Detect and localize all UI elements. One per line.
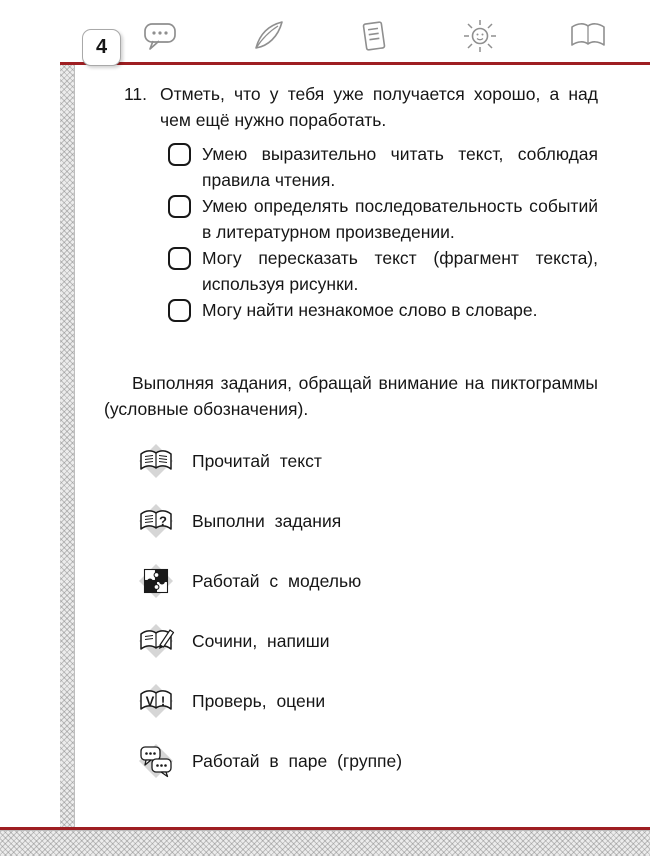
task-text: Отметь, что у тебя уже получается хорошо, а над чем ещё нужно поработать. [160, 84, 598, 130]
legend-row [133, 438, 402, 484]
legend-label: Сочини, напиши [192, 630, 330, 651]
notebook-icon [357, 19, 391, 53]
legend-label: Проверь, оцени [192, 690, 326, 711]
bottom-red-rule [0, 827, 650, 830]
svg-text:!: ! [160, 693, 166, 709]
left-edge-band [60, 65, 75, 827]
checkbox-item [168, 141, 598, 193]
legend-row [133, 738, 402, 784]
checkbox[interactable] [168, 299, 191, 322]
checkbox[interactable] [168, 143, 191, 166]
sun-icon [461, 18, 499, 54]
read-text-icon [133, 438, 179, 484]
legend-row [133, 618, 402, 664]
top-red-rule [60, 62, 650, 65]
feather-icon [248, 19, 288, 53]
legend-label: Выполни задания [192, 510, 342, 531]
task-11 [124, 81, 598, 323]
open-book-icon [568, 20, 608, 52]
write-icon [133, 618, 179, 664]
header-icon-row [142, 14, 608, 58]
checkbox-item [168, 297, 598, 323]
page-number: 4 [95, 36, 108, 58]
legend-row [133, 678, 402, 724]
checkbox-list [124, 141, 598, 323]
checkbox-label: Могу найти незнакомое слово в словаре. [202, 300, 538, 320]
page-number-badge [82, 29, 121, 66]
checkbox[interactable] [168, 247, 191, 270]
chat-bubble-icon [142, 19, 178, 53]
pictogram-legend [133, 438, 402, 784]
legend-label: Работай с моделью [192, 570, 362, 591]
checkbox-label: Умею выразительно читать текст, соблюдая правила чтения. [202, 144, 598, 190]
checkbox-label: Умею определять последовательность событий в литературном произведении. [202, 196, 598, 242]
legend-row [133, 498, 402, 544]
checkbox-item [168, 193, 598, 245]
task-number: 11. [124, 84, 148, 104]
model-icon [133, 558, 179, 604]
svg-text:?: ? [159, 513, 167, 529]
legend-row [133, 558, 402, 604]
do-tasks-icon [133, 498, 179, 544]
note-paragraph: Выполняя задания, обращай внимание на пиктограммы (условные обозначения). [104, 373, 598, 419]
checkbox-label: Могу пересказать текст (фрагмент текста), используя рисунки. [202, 248, 598, 294]
legend-label: Прочитай текст [192, 450, 322, 471]
svg-text:V: V [145, 693, 155, 709]
checkbox-item [168, 245, 598, 297]
checkbox[interactable] [168, 195, 191, 218]
legend-label: Работай в паре (группе) [192, 750, 403, 771]
bottom-edge-band [0, 830, 650, 856]
pair-work-icon [133, 738, 179, 784]
check-icon [133, 678, 179, 724]
